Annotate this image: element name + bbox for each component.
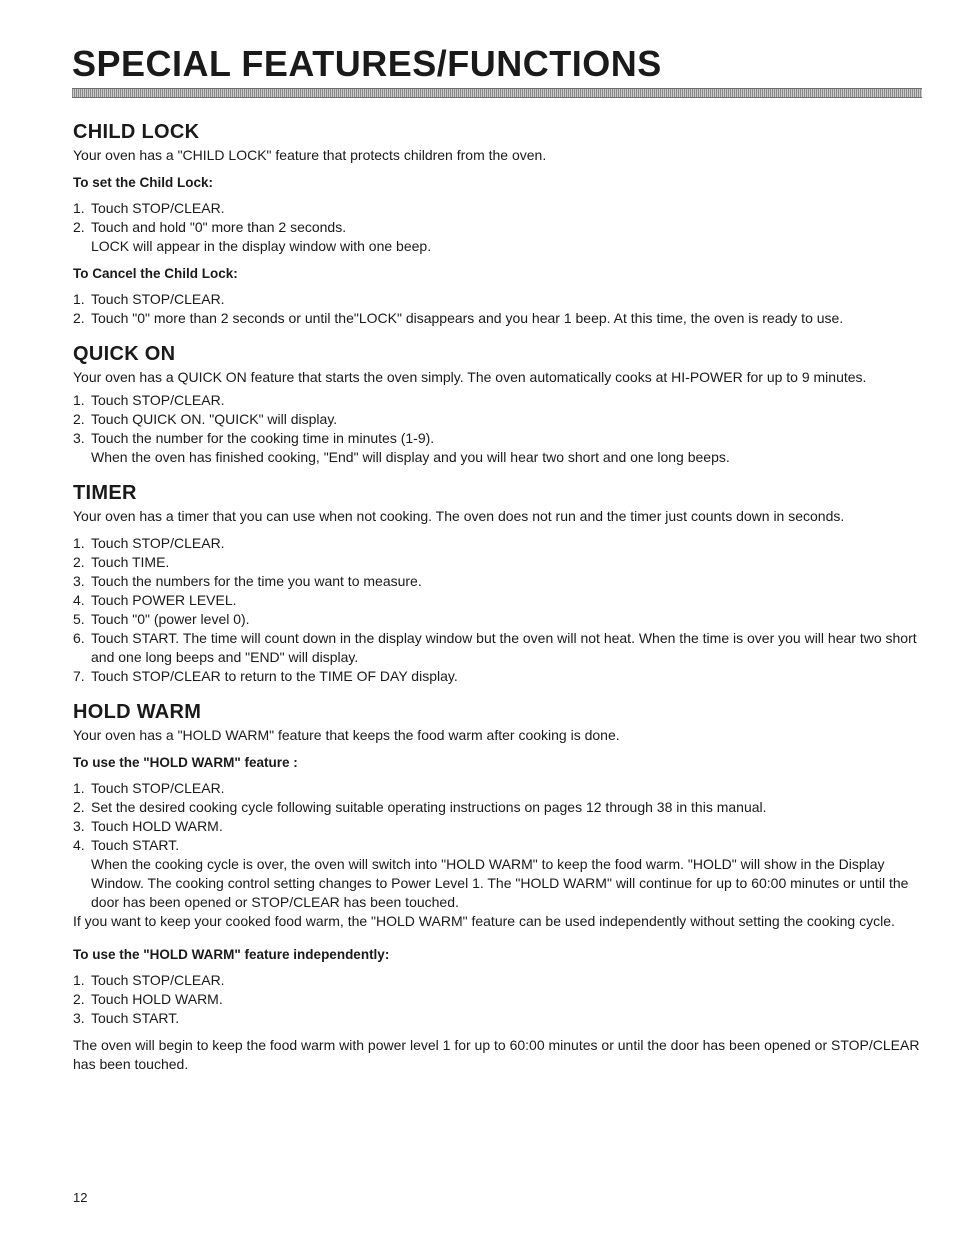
step-text: Touch STOP/CLEAR.: [91, 291, 225, 307]
step-number: 2.: [73, 310, 85, 326]
step-text: Touch STOP/CLEAR.: [91, 535, 225, 551]
step-number: 3.: [73, 1010, 85, 1026]
child-lock-set-heading: To set the Child Lock:: [73, 175, 214, 190]
step-number: 1.: [73, 200, 85, 216]
list-item: [73, 534, 923, 553]
step-number: 2.: [73, 219, 85, 235]
step-number: 4.: [73, 837, 85, 853]
list-item: [73, 610, 923, 629]
step-text: Touch START. The time will count down in the display window but the oven will not heat. When the time is over you will hear two short and one long beeps and "END" will display.: [91, 630, 917, 665]
list-item: [73, 309, 923, 328]
list-item: [73, 591, 923, 610]
section-heading-quick-on: QUICK ON: [73, 343, 176, 365]
section-heading-child-lock: CHILD LOCK: [73, 121, 200, 143]
step-number: 2.: [73, 411, 85, 427]
child-lock-set-steps: [73, 199, 923, 256]
step-number: 3.: [73, 818, 85, 834]
title-rule: [72, 88, 922, 98]
section-hold-warm: [73, 700, 923, 1074]
step-note: When the oven has finished cooking, "End" will display and you will hear two short and one long beeps.: [91, 449, 730, 465]
step-text: Touch HOLD WARM.: [91, 991, 223, 1007]
quick-on-intro: Your oven has a QUICK ON feature that starts the oven simply. The oven automatically cooks at HI-POWER for up to 9 minutes.: [73, 369, 867, 385]
step-text: Touch POWER LEVEL.: [91, 592, 237, 608]
quick-on-steps: [73, 391, 923, 467]
list-item: [73, 836, 923, 912]
section-child-lock: [73, 120, 923, 328]
step-number: 3.: [73, 430, 85, 446]
step-number: 2.: [73, 554, 85, 570]
step-number: 4.: [73, 592, 85, 608]
step-text: Touch STOP/CLEAR to return to the TIME OF DAY display.: [91, 668, 458, 684]
step-number: 6.: [73, 630, 85, 646]
list-item: [73, 1009, 923, 1028]
step-text: Touch QUICK ON. "QUICK" will display.: [91, 411, 338, 427]
step-text: Touch "0" more than 2 seconds or until the"LOCK" disappears and you hear 1 beep. At this time, the oven is ready to use.: [91, 310, 844, 326]
list-item: [73, 817, 923, 836]
list-item: [73, 667, 923, 686]
list-item: [73, 218, 923, 256]
step-note: LOCK will appear in the display window with one beep.: [91, 238, 432, 254]
step-text: Touch START.: [91, 837, 180, 853]
hold-warm-intro: Your oven has a "HOLD WARM" feature that keeps the food warm after cooking is done.: [73, 727, 620, 743]
step-number: 1.: [73, 291, 85, 307]
hold-warm-independent-intro: If you want to keep your cooked food warm, the "HOLD WARM" feature can be used independently without setting the cooking cycle.: [73, 913, 895, 929]
timer-steps: [73, 534, 923, 686]
step-text: Touch TIME.: [91, 554, 170, 570]
step-text: Touch START.: [91, 1010, 180, 1026]
section-timer: [73, 481, 923, 686]
step-number: 2.: [73, 799, 85, 815]
child-lock-cancel-heading: To Cancel the Child Lock:: [73, 266, 238, 281]
step-text: Touch and hold "0" more than 2 seconds.: [91, 219, 347, 235]
step-number: 1.: [73, 535, 85, 551]
step-number: 3.: [73, 573, 85, 589]
step-text: Touch STOP/CLEAR.: [91, 972, 225, 988]
section-heading-hold-warm: HOLD WARM: [73, 701, 202, 723]
step-note: When the cooking cycle is over, the oven will switch into "HOLD WARM" to keep the food warm. "HOLD" will show in the Display Window. The cooking control setting changes to Power Level 1. The "HOLD WARM" will continue for up to 60:00 minutes or until the door has been opened or STOP/CLEAR has been touched.: [91, 856, 909, 910]
list-item: [73, 410, 923, 429]
section-quick-on: [73, 342, 923, 467]
step-number: 1.: [73, 972, 85, 988]
page-content: [73, 120, 923, 1088]
step-text: Touch the number for the cooking time in minutes (1-9).: [91, 430, 435, 446]
step-text: Touch STOP/CLEAR.: [91, 200, 225, 216]
timer-intro: Your oven has a timer that you can use when not cooking. The oven does not run and the timer just counts down in seconds.: [73, 508, 845, 524]
child-lock-intro: Your oven has a "CHILD LOCK" feature that protects children from the oven.: [73, 147, 547, 163]
list-item: [73, 391, 923, 410]
step-number: 1.: [73, 392, 85, 408]
hold-warm-closing: The oven will begin to keep the food warm with power level 1 for up to 60:00 minutes or until the door has been opened or STOP/CLEAR has been touched.: [73, 1037, 920, 1072]
list-item: [73, 199, 923, 218]
child-lock-cancel-steps: [73, 290, 923, 328]
list-item: [73, 971, 923, 990]
page-number: 12: [73, 1190, 88, 1205]
page-title: SPECIAL FEATURES/FUNCTIONS: [72, 43, 662, 84]
section-heading-timer: TIMER: [73, 482, 137, 504]
list-item: [73, 798, 923, 817]
step-text: Set the desired cooking cycle following suitable operating instructions on pages 12 through 38 in this manual.: [91, 799, 767, 815]
step-number: 7.: [73, 668, 85, 684]
step-text: Touch HOLD WARM.: [91, 818, 223, 834]
step-text: Touch STOP/CLEAR.: [91, 392, 225, 408]
hold-warm-independent-heading: To use the "HOLD WARM" feature independently:: [73, 947, 390, 962]
list-item: [73, 572, 923, 591]
list-item: [73, 990, 923, 1009]
hold-warm-use-heading: To use the "HOLD WARM" feature :: [73, 755, 298, 770]
step-number: 1.: [73, 780, 85, 796]
step-number: 5.: [73, 611, 85, 627]
step-number: 2.: [73, 991, 85, 1007]
list-item: [73, 779, 923, 798]
list-item: [73, 429, 923, 467]
list-item: [73, 290, 923, 309]
step-text: Touch the numbers for the time you want to measure.: [91, 573, 422, 589]
step-text: Touch "0" (power level 0).: [91, 611, 250, 627]
hold-warm-independent-steps: [73, 971, 923, 1028]
list-item: [73, 553, 923, 572]
hold-warm-use-steps: [73, 779, 923, 912]
list-item: [73, 629, 923, 667]
step-text: Touch STOP/CLEAR.: [91, 780, 225, 796]
